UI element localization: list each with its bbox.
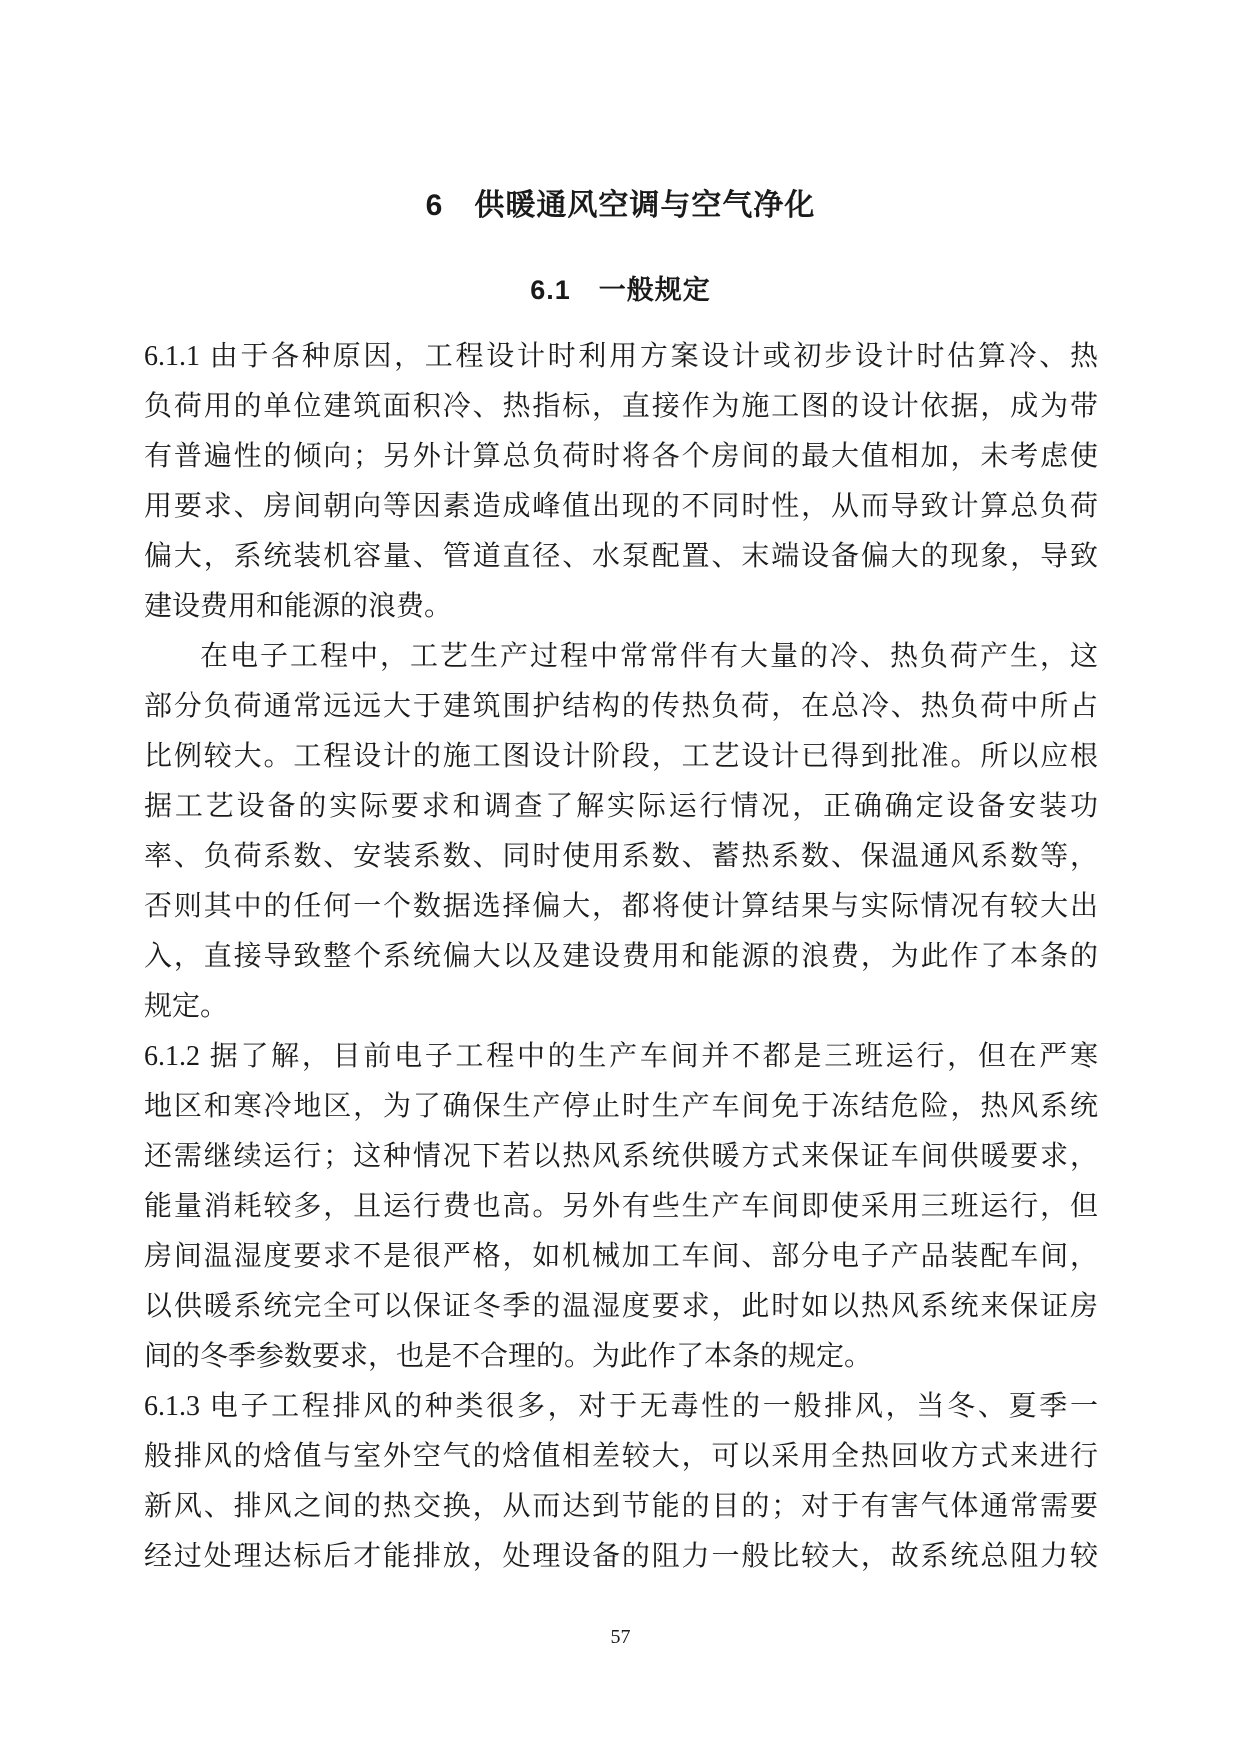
text-line: 否则其中的任何一个数据选择偏大，都将使计算结果与实际情况有较大出 bbox=[144, 891, 1098, 922]
text-line: 房间温湿度要求不是很严格，如机械加工车间、部分电子产品装配车间， bbox=[144, 1241, 1098, 1272]
text-line: 以供暖系统完全可以保证冬季的温湿度要求，此时如以热风系统来保证房 bbox=[144, 1291, 1098, 1322]
text-line: 能量消耗较多，且运行费也高。另外有些生产车间即使采用三班运行，但 bbox=[144, 1191, 1098, 1222]
page-number: 57 bbox=[610, 1626, 631, 1648]
text-line: 部分负荷通常远远大于建筑围护结构的传热负荷，在总冷、热负荷中所占 bbox=[144, 691, 1098, 722]
text-line: 有普遍性的倾向；另外计算总负荷时将各个房间的最大值相加，未考虑使 bbox=[144, 441, 1098, 472]
text-line: 率、负荷系数、安装系数、同时使用系数、蓄热系数、保温通风系数等， bbox=[144, 841, 1098, 872]
text-line: 入，直接导致整个系统偏大以及建设费用和能源的浪费，为此作了本条的 bbox=[144, 941, 1098, 972]
text-line: 偏大，系统装机容量、管道直径、水泵配置、末端设备偏大的现象，导致 bbox=[144, 541, 1098, 572]
text-line: 般排风的焓值与室外空气的焓值相差较大，可以采用全热回收方式来进行 bbox=[144, 1441, 1098, 1472]
text-line: 新风、排风之间的热交换，从而达到节能的目的；对于有害气体通常需要 bbox=[144, 1491, 1098, 1522]
body-text bbox=[144, 332, 1098, 1582]
text-line: 比例较大。工程设计的施工图设计阶段，工艺设计已得到批准。所以应根 bbox=[144, 741, 1098, 772]
text-line: 经过处理达标后才能排放，处理设备的阻力一般比较大，故系统总阻力较 bbox=[144, 1541, 1098, 1572]
text-line: 在电子工程中，工艺生产过程中常常伴有大量的冷、热负荷产生，这 bbox=[200, 641, 1098, 672]
chapter-title: 6 供暖通风空调与空气净化 bbox=[425, 189, 816, 222]
text-line: 还需继续运行；这种情况下若以热风系统供暖方式来保证车间供暖要求， bbox=[144, 1141, 1098, 1172]
text-line: 负荷用的单位建筑面积冷、热指标，直接作为施工图的设计依据，成为带 bbox=[144, 391, 1098, 422]
text-line: 6.1.3 电子工程排风的种类很多，对于无毒性的一般排风，当冬、夏季一 bbox=[144, 1391, 1098, 1422]
text-line: 建设费用和能源的浪费。 bbox=[144, 591, 453, 622]
text-line: 规定。 bbox=[144, 991, 229, 1022]
text-line: 6.1.1 由于各种原因，工程设计时利用方案设计或初步设计时估算冷、热 bbox=[144, 341, 1098, 372]
section-title: 6.1 一般规定 bbox=[530, 275, 711, 305]
text-line: 6.1.2 据了解，目前电子工程中的生产车间并不都是三班运行，但在严寒 bbox=[144, 1041, 1098, 1072]
text-line: 据工艺设备的实际要求和调查了解实际运行情况，正确确定设备安装功 bbox=[144, 791, 1098, 822]
text-line: 间的冬季参数要求，也是不合理的。为此作了本条的规定。 bbox=[144, 1341, 873, 1372]
text-line: 地区和寒冷地区，为了确保生产停止时生产车间免于冻结危险，热风系统 bbox=[144, 1091, 1098, 1122]
text-line: 用要求、房间朝向等因素造成峰值出现的不同时性，从而导致计算总负荷 bbox=[144, 491, 1098, 522]
